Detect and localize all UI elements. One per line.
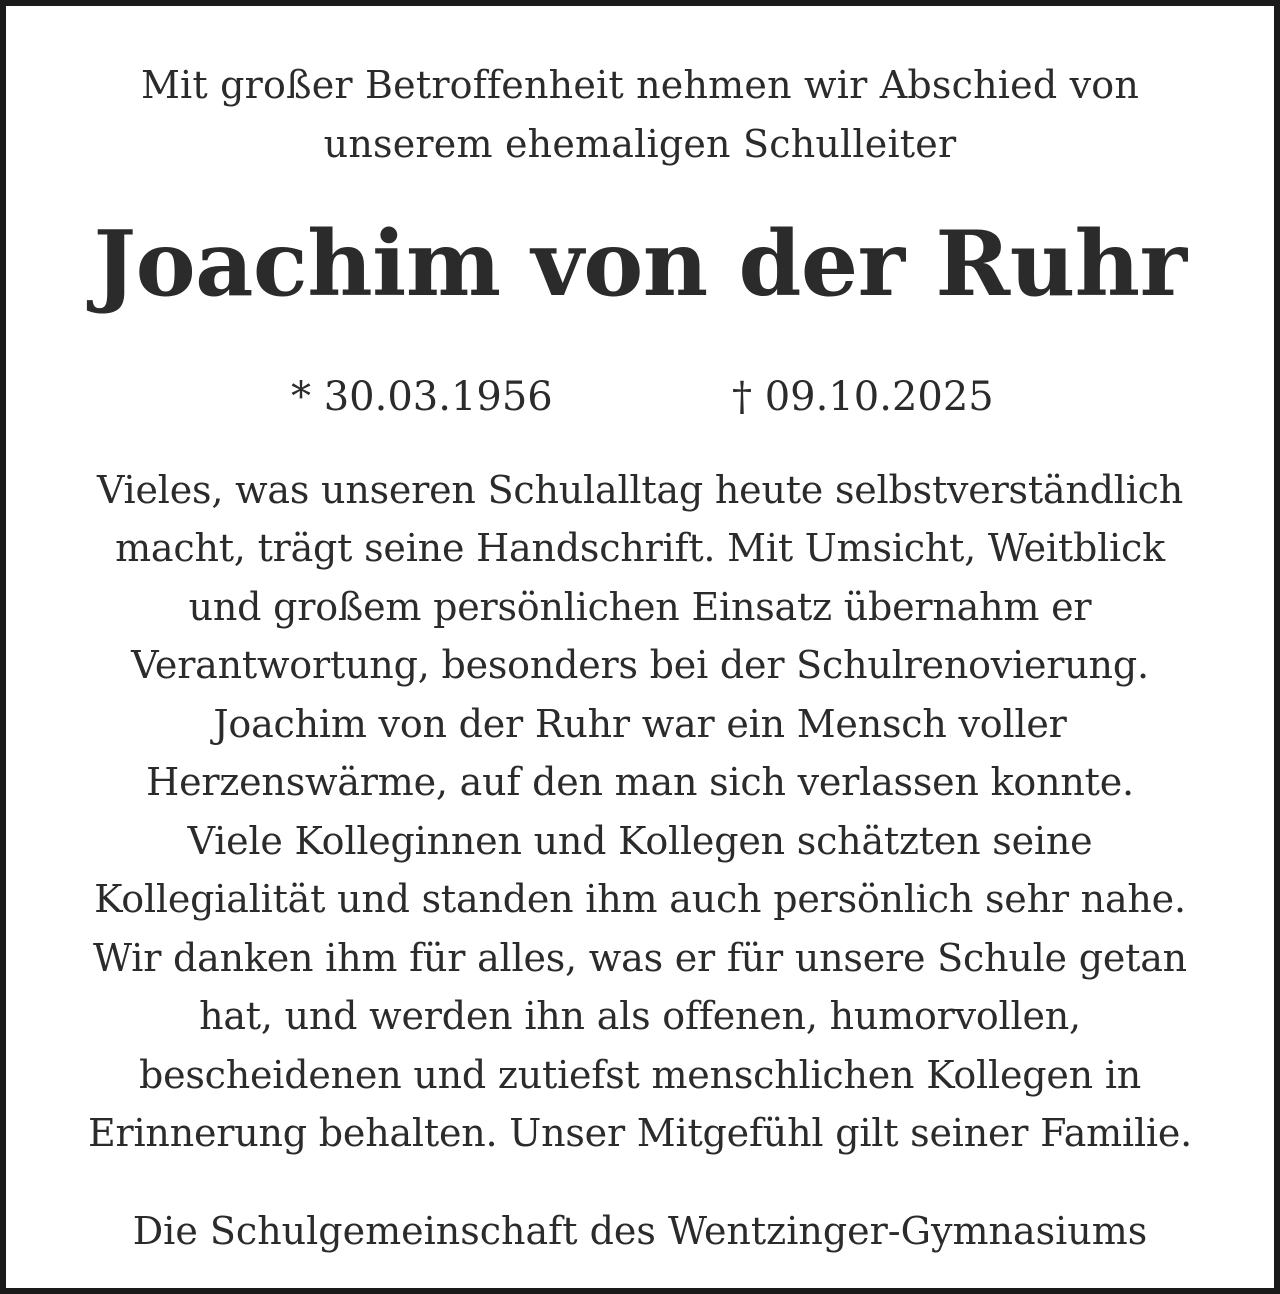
body-line: Vieles, was unseren Schulalltag heute selbstverständlich (96, 468, 1184, 512)
body-line: bescheidenen und zutiefst menschlichen Kollegen in (138, 1053, 1142, 1097)
deceased-name: Joachim von der Ruhr (93, 211, 1187, 317)
body-line: hat, und werden ihn als offenen, humorvollen, (199, 994, 1081, 1038)
intro-line: unserem ehemaligen Schulleiter (323, 122, 957, 166)
body-line: Wir danken ihm für alles, was er für unsere Schule getan (93, 936, 1187, 980)
birth-date: * 30.03.1956 (291, 374, 553, 420)
body-line: Viele Kolleginnen und Kollegen schätzten seine (187, 819, 1093, 863)
body-line: Joachim von der Ruhr war ein Mensch voller (213, 702, 1067, 746)
body-line: macht, trägt seine Handschrift. Mit Umsicht, Weitblick (115, 526, 1165, 570)
signature: Die Schulgemeinschaft des Wentzinger-Gymnasiums (132, 1209, 1148, 1253)
body-line: Kollegialität und standen ihm auch persönlich sehr nahe. (94, 877, 1186, 921)
body-line: und großem persönlichen Einsatz übernahm er (188, 585, 1092, 629)
body-line: Verantwortung, besonders bei der Schulrenovierung. (131, 643, 1149, 687)
death-date: † 09.10.2025 (732, 374, 994, 420)
body-line: Herzenswärme, auf den man sich verlassen konnte. (146, 760, 1134, 804)
intro-line: Mit großer Betroffenheit nehmen wir Abschied von (140, 63, 1140, 107)
body-line: Erinnerung behalten. Unser Mitgefühl gilt seiner Familie. (87, 1111, 1193, 1155)
